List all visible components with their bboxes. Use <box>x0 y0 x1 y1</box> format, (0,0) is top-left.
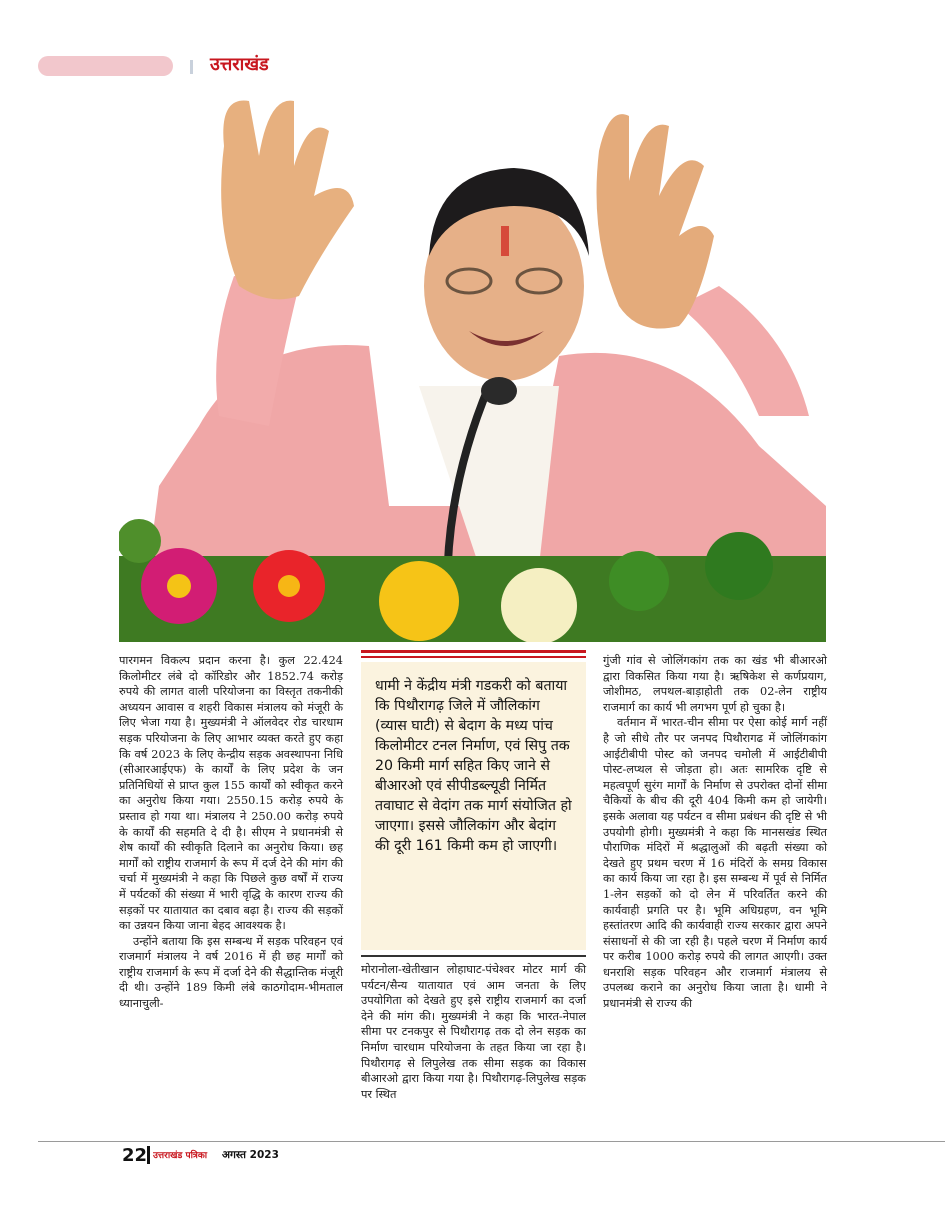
page-number: 22 <box>122 1145 148 1166</box>
article-column-3 <box>603 653 827 1012</box>
publication-logo <box>153 1149 215 1160</box>
issue-date: अगस्त 2023 <box>222 1149 279 1161</box>
pull-quote-rule <box>361 650 586 653</box>
section-title: उत्तराखंड <box>210 54 269 75</box>
pull-quote <box>361 650 586 950</box>
pull-quote-rule <box>361 656 586 658</box>
publication-logo-text: उत्तराखंड पत्रिका <box>153 1151 208 1160</box>
header-divider <box>190 60 193 74</box>
column3-paragraph: गुंजी गांव से जोलिंगकांग तक का खंड भी बीआरओ द्वारा विकसित किया गया है। ऋषिकेश से कर्णप्रयाग, जोशीमठ, लपथल-बाड़ाहोती तक 02-लेन राष्ट्रीय राजमार्ग का कार्य भी लगभग पूर्ण हो चुका है। <box>603 654 827 714</box>
pull-quote-bottom-rule <box>361 955 586 957</box>
pull-quote-text: धामी ने केंद्रीय मंत्री गडकरी को बताया कि पिथौरागढ़ जिले में जौलिकांग (व्यास घाटी) से बेदाग के मध्य पांच किलोमीटर टनल निर्माण, एवं सिपु तक 20 किमी मार्ग सहित किए जाने से बीआरओ एवं सीपीडब्ल्यूडी निर्मित तवाघाट से वेदांग तक मार्ग संयोजित हो जाएगा। इससे जौलिकांग और बेदांग की दूरी 161 किमी कम हो जाएगी। <box>375 678 572 854</box>
column1-paragraph: पारगमन विकल्प प्रदान करना है। कुल 22.424 किलोमीटर लंबे दो कॉरिडोर और 1852.74 करोड़ रुपये की लागत वाली परियोजना का विस्तृत तकनीकी अध्ययन आवास व शहरी विकास मंत्रालय को मंजूरी के लिए भेजा गया है। मुख्यमंत्री ने ऑलवेदर रोड चारधाम सड़क परियोजना के लिए आभार व्यक्त करते हुए कहा कि वर्ष 2023 के लिए केन्द्रीय सड़क अवस्थापना निधि (सीआरआईएफ) के कार्यों के लिए प्रदेश के जन प्रतिनिधियों से प्राप्त कुल 155 कार्यों को स्वीकृत करने का अनुरोध किया गया। 2550.15 करोड़ रुपये के प्रस्ताव हो गया था। मंत्रालय ने 250.00 करोड़ रुपये के कार्यों की सहमति दे दी है। सीएम ने प्रधानमंत्री से शेष कार्यों की स्वीकृति दिलाने का अनुरोध किया। छह मार्गों को राष्ट्रीय राजमार्ग के रूप में दर्ज देने की मांग की चर्चा में मुख्यमंत्री ने कहा कि पिछले कुछ वर्षों में राज्य में पर्यटकों की संख्या में भारी वृद्धि के कारण राज्य की सड़कों पर यातायात का दबाव बढ़ा है। राज्य की सड़कों का उन्नयन किया जाना बेहद आवश्यक है। <box>119 654 343 933</box>
footer-separator <box>147 1146 150 1164</box>
article-column-1 <box>119 653 343 1012</box>
photo-illustration <box>119 86 826 642</box>
column1-paragraph: उन्होंने बताया कि इस सम्बन्ध में सड़क परिवहन एवं राजमार्ग मंत्रालय ने वर्ष 2016 में ही छह मार्गों को राष्ट्रीय राजमार्ग के रूप में दर्जा देने की सैद्धान्तिक मंजूरी दी थी। उन्होंने 189 किमी लंबे काठगोदाम-भीमताल ध्यानाचुली- <box>119 934 343 1011</box>
footer-rule <box>38 1141 945 1142</box>
header-pill <box>38 56 173 76</box>
article-column-2: मोरानोला-खेतीखान लोहाघाट-पंचेश्वर मोटर मार्ग की पर्यटन/सैन्य यातायात एवं आम जनता के लिए उपयोगिता को देखते हुए इसे राष्ट्रीय राजमार्ग का दर्जा देने की मांग की। मुख्यमंत्री ने कहा कि भारत-नेपाल सीमा पर टनकपुर से पिथौरागढ़ तक दो लेन सड़क का निर्माण चारधाम परियोजना के तहत किया जा रहा है। पिथौरागढ़ से लिपुलेख तक सीमा सड़क का विकास बीआरओ द्वारा किया गया है। पिथौरागढ़-लिपुलेख सड़क पर स्थित <box>361 963 586 1101</box>
column3-paragraph: वर्तमान में भारत-चीन सीमा पर ऐसा कोई मार्ग नहीं है जो सीधे तौर पर जनपद पिथौरागढ में जोलिंगकांग आईटीबीपी पोस्ट को जनपद चमोली में आईटीबीपी पोस्ट-लप्थल से जोड़ता हो। अतः सामरिक दृष्टि से महत्वपूर्ण सुरंग मार्गों के निर्माण से उपरोक्त दोनों सीमा चैकियों के बीच की दूरी 404 किमी कम हो जायेगी। इसके अलावा यह पर्यटन व सीमा प्रबंधन की दृष्टि से भी उपयोगी होगी। मुख्यमंत्री ने कहा कि मानसखंड स्थित पौराणिक मंदिरों में श्रद्धालुओं की बढ़ती संख्या को देखते हुए प्रथम चरण में 16 मंदिरों के समग्र विकास का कार्य किया जा रहा है। इस सम्बन्ध में पूर्व से निर्मित 1-लेन सड़कों को दो लेन में परिवर्तित करने की कार्यवाही प्रगति पर है। भूमि अधिग्रहण, वन भूमि हस्तांतरण आदि की कार्यवाही राज्य सरकार द्वारा अपने संसाधनों से की जा रही है। पहले चरण में निर्माण कार्य पर करीब 1000 करोड़ रुपये की लागत आएगी। उक्त धनराशि सड़क परिवहन और राजमार्ग मंत्रालय से उपलब्ध कराने का अनुरोध किया जाता है। धामी ने प्रधानमंत्री से राज्य की <box>603 716 827 1011</box>
cover-photo <box>119 86 826 642</box>
